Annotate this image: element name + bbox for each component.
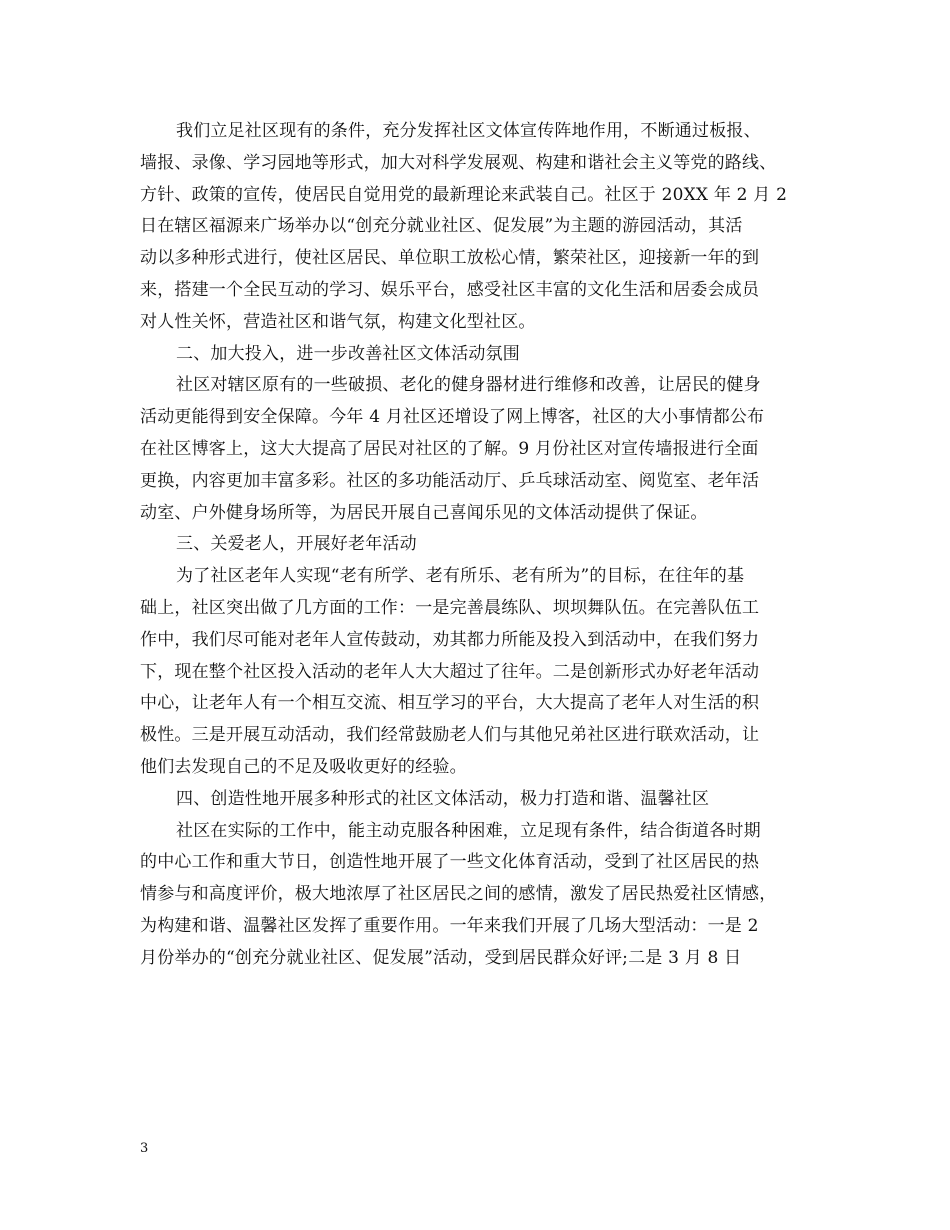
text-line: 情参与和高度评价，极大地浓厚了社区居民之间的感情，激发了居民热爱社区情感， <box>140 884 777 905</box>
text-line: 来，搭建一个全民互动的学习、娱乐平台，感受社区丰富的文化生活和居委会成员 <box>140 279 760 300</box>
text-line: 四、创造性地开展多种形式的社区文体活动，极力打造和谐、温馨社区 <box>176 788 710 809</box>
text-line: 日在辖区福源来广场举办以“创充分就业社区、促发展”为主题的游园活动，其活 <box>140 216 743 237</box>
text-line: 为了社区老年人实现“老有所学、老有所乐、老有所为”的目标，在往年的基 <box>176 566 745 587</box>
text-line: 我们立足社区现有的条件，充分发挥社区文体宣传阵地作用，不断通过板报、 <box>176 121 761 141</box>
text-line: 动室、户外健身场所等，为居民开展自己喜闻乐见的文体活动提供了保证。 <box>140 502 708 523</box>
text-line: 更换，内容更加丰富多彩。社区的多功能活动厅、乒乓球活动室、阅览室、老年活 <box>140 470 760 491</box>
text-line: 作中，我们尽可能对老年人宣传鼓动，劝其都力所能及投入到活动中，在我们努力 <box>140 629 760 650</box>
text-line: 为构建和谐、温馨社区发挥了重要作用。一年来我们开展了几场大型活动：一是 2 <box>140 915 759 936</box>
document-body <box>140 116 812 975</box>
text-line: 方针、政策的宣传，使居民自觉用党的最新理论来武装自己。社区于 20XX 年 2 月 2 <box>140 184 788 205</box>
text-line: 对人性关怀，营造社区和谐气氛，构建文化型社区。 <box>140 311 536 332</box>
page-number: 3 <box>140 1141 149 1156</box>
text-line: 极性。三是开展互动活动，我们经常鼓励老人们与其他兄弟社区进行联欢活动，让 <box>140 725 760 746</box>
text-line: 社区对辖区原有的一些破损、老化的健身器材进行维修和改善，让居民的健身 <box>176 375 761 396</box>
text-line: 下，现在整个社区投入活动的老年人大大超过了往年。二是创新形式办好老年活动 <box>140 661 760 682</box>
text-line: 三、关爱老人，开展好老年活动 <box>176 534 417 555</box>
text-line: 动以多种形式进行，使社区居民、单位职工放松心情，繁荣社区，迎接新一年的到 <box>140 248 760 269</box>
text-line: 的中心工作和重大节日，创造性地开展了一些文化体育活动，受到了社区居民的热 <box>140 852 760 873</box>
text-line: 社区在实际的工作中，能主动克服各种困难，立足现有条件，结合街道各时期 <box>176 820 761 841</box>
text-line: 础上，社区突出做了几方面的工作：一是完善晨练队、坝坝舞队伍。在完善队伍工 <box>140 597 760 618</box>
text-line: 在社区博客上，这大大提高了居民对社区的了解。9 月份社区对宣传墙报进行全面 <box>140 438 759 459</box>
text-line: 他们去发现自己的不足及吸收更好的经验。 <box>140 756 467 777</box>
text-line: 月份举办的“创充分就业社区、促发展”活动，受到居民群众好评;二是 3 月 8 日 <box>140 947 742 968</box>
text-line: 活动更能得到安全保障。今年 4 月社区还增设了网上博客，社区的大小事情都公布 <box>140 407 765 428</box>
text-line: 中心，让老年人有一个相互交流、相互学习的平台，大大提高了老年人对生活的积 <box>140 693 760 714</box>
text-line: 二、加大投入，进一步改善社区文体活动氛围 <box>176 343 520 364</box>
text-line: 墙报、录像、学习园地等形式，加大对科学发展观、构建和谐社会主义等党的路线、 <box>140 152 777 173</box>
